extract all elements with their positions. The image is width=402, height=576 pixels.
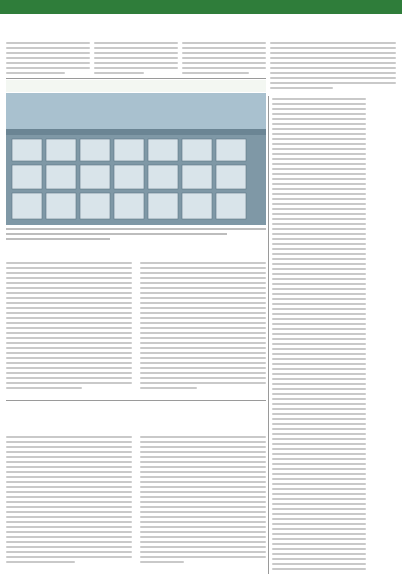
- page-number: [378, 0, 400, 14]
- photo-illustration: [6, 93, 266, 225]
- pesticide-headline: [6, 414, 266, 432]
- spring-body-col-2: [140, 262, 266, 398]
- lead-body-col-4: [270, 42, 396, 94]
- photo-header-title: [6, 80, 266, 92]
- photo-header: [6, 80, 266, 92]
- side-feature-subheadline: [370, 190, 380, 490]
- lead-headline: [6, 18, 396, 38]
- section-divider: [6, 78, 266, 79]
- masthead: [0, 0, 402, 16]
- pesticide-body-col-2: [140, 436, 266, 572]
- section-divider: [6, 400, 266, 401]
- photo-caption: [6, 228, 266, 242]
- masthead-band: [0, 0, 402, 14]
- lead-body-col-1: [6, 42, 90, 76]
- lead-body-col-3: [182, 42, 266, 76]
- side-feature-headline: [382, 150, 398, 480]
- pesticide-body-col-1: [6, 436, 132, 572]
- news-photo: [6, 93, 266, 225]
- spring-body-col-1: [6, 262, 132, 398]
- lead-body-col-2: [94, 42, 178, 76]
- spring-farming-headline: [6, 244, 266, 258]
- column-divider: [268, 96, 269, 574]
- side-body-col: [272, 98, 366, 572]
- pesticide-kicker: [6, 404, 266, 414]
